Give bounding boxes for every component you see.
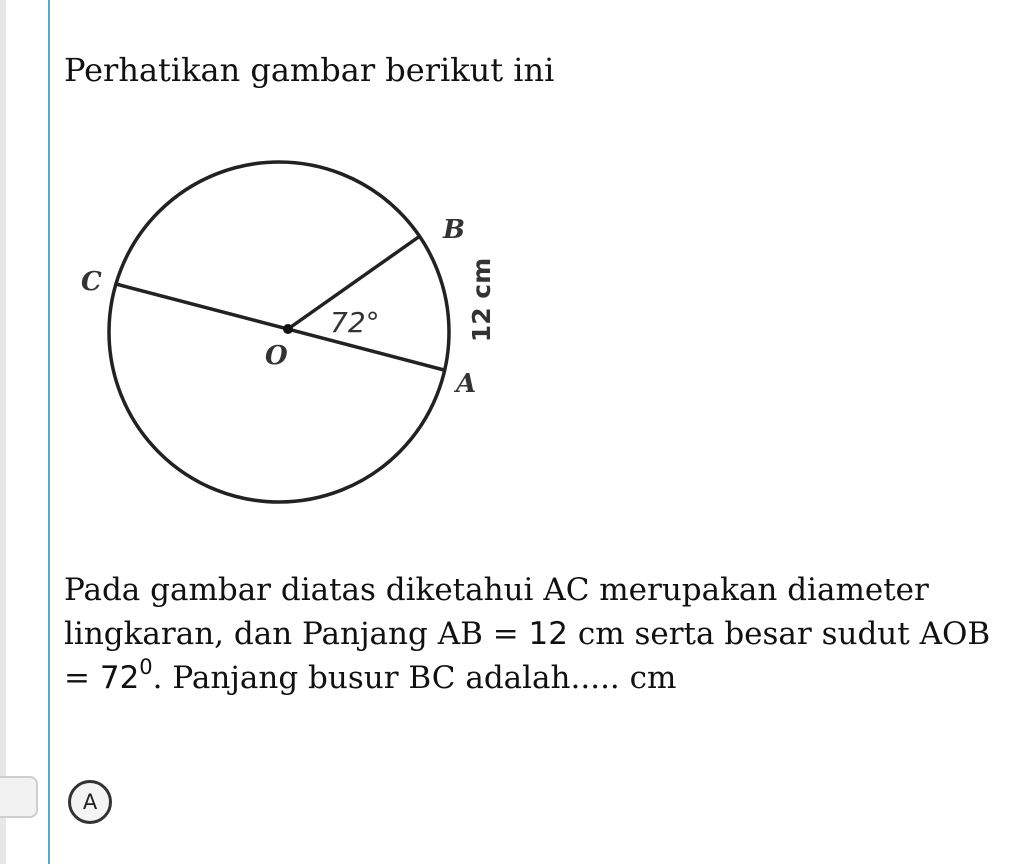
question-text xyxy=(64,568,1009,700)
circle-outline xyxy=(109,162,449,502)
question-text-part3: . Panjang busur BC adalah..... cm xyxy=(152,660,677,696)
center-point xyxy=(283,324,293,334)
content-rule xyxy=(48,0,50,864)
circle-diagram xyxy=(60,130,520,530)
left-gutter xyxy=(0,0,6,864)
question-intro: Perhatikan gambar berikut ini xyxy=(64,51,555,89)
label-a: A xyxy=(456,369,477,399)
circle-figure xyxy=(60,130,520,530)
angle-label: 72° xyxy=(330,306,380,339)
question-text-part1: Pada gambar diatas diketahui AC merupakan diameter lingkaran, dan Panjang AB = xyxy=(64,572,929,652)
degree-superscript: 0 xyxy=(139,655,153,679)
arc-length-label: 12 cm xyxy=(467,257,496,343)
angle-value: 72 xyxy=(99,660,140,696)
label-o: O xyxy=(265,341,288,371)
option-a-badge[interactable]: A xyxy=(68,780,112,824)
option-a-checkbox[interactable] xyxy=(0,776,38,818)
ab-value: 12 xyxy=(528,616,568,652)
label-c: C xyxy=(81,267,102,297)
question-text-part2: cm serta besar sudut AOB = xyxy=(64,616,991,696)
label-b: B xyxy=(443,215,465,245)
